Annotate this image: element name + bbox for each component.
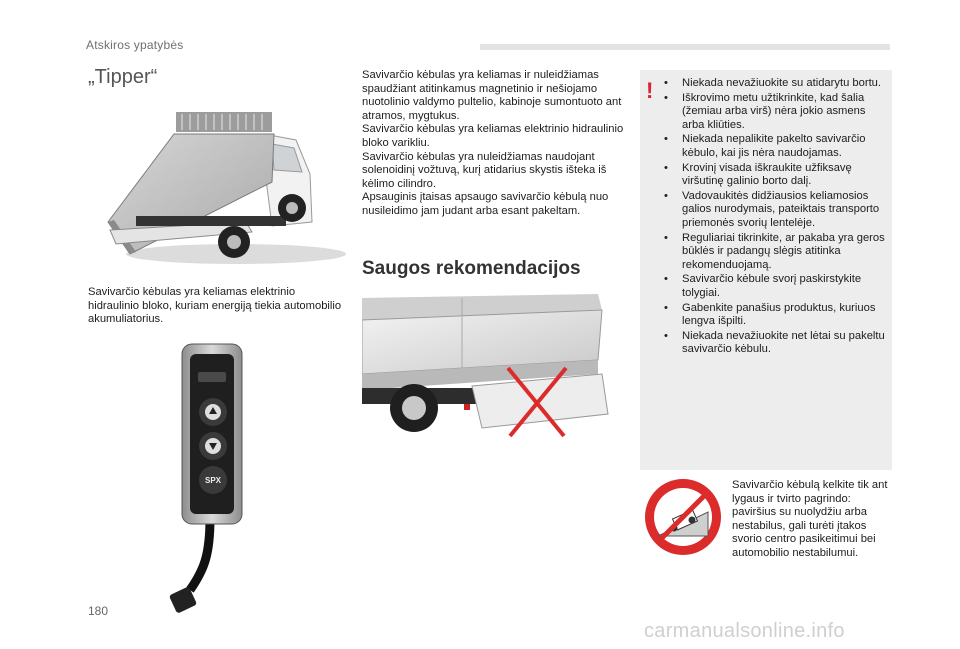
warning-icon: ! [646, 78, 654, 103]
watermark[interactable]: carmanualsonline.info [644, 620, 845, 642]
stability-note: Savivarčio kėbulą kelkite tik ant lygaus ir tvirto pagrindo: paviršius su nuolydžiu arba nestabilus, gali turėti įtakos svorio centro pasikeitimui bei automobilio nestabilumui. [732, 479, 888, 559]
description-paragraph: Savivarčio kėbulas yra keliamas ir nuleidžiamas spaudžiant atitinkamus magnetinio ir nešiojamo nuotolinio valdymo pultelio, kabinoje sumontuoto ant atramos, mygtukus. Savivarčio kėbulas yra keliamas elektrinio hidraulinio bloko varikliu. Savivarčio kėbulas yra nuleidžiamas naudojant solenoidinį vožtuvą, kurį atidarius skystis išteka iš kėlimo cilindro. Apsauginis įtaisas apsaugo savivarčio kėbulą nuo nusileidimo jam judant arba esant pakeltam. [362, 69, 624, 217]
warning-item: • Niekada nevažiuokite su atidarytu bortu. [650, 77, 888, 91]
warning-item: • Vadovaukitės didžiausios keliamosios galios nurodymais, pateiktais transporto priemonės svorių lentelėje. [650, 190, 888, 231]
open-gate-truck-illustration [362, 290, 624, 452]
page-number: 180 [88, 604, 109, 618]
warning-item: • Niekada nepalikite pakelto savivarčio kėbulo, kai jis nėra naudojamas. [650, 133, 888, 160]
remote-control-illustration [160, 340, 260, 615]
warning-item: • Niekada nevažiuokite net lėtai su pakeltu savivarčio kėbulu. [650, 330, 888, 357]
section-header: Atskiros ypatybės [86, 38, 184, 52]
warning-list [650, 77, 888, 358]
warning-item: • Krovinį visada iškraukite užfiksavę viršutinę galinio borto dalį. [650, 162, 888, 189]
safety-heading: Saugos rekomendacijos [362, 258, 581, 279]
page-title: „Tipper“ [88, 66, 158, 88]
warning-item: • Gabenkite panašius produktus, kuriuos lengva išpilti. [650, 302, 888, 329]
remote-spx-label: SPX [204, 476, 222, 485]
warning-item: • Iškrovimo metu užtikrinkite, kad šalia (žemiau arba virš) nėra jokio asmens arba kliūties. [650, 92, 888, 133]
no-slope-sign-icon [644, 478, 722, 556]
warning-item: • Reguliariai tikrinkite, ar pakaba yra geros būklės ir padangų slėgis atitinka rekomenduojamą. [650, 232, 888, 273]
tipper-truck-illustration [96, 104, 346, 274]
intro-paragraph: Savivarčio kėbulas yra keliamas elektrinio hidraulinio bloko, kuriam energiją tiekia automobilio akumuliatorius. [88, 286, 342, 326]
header-bar [480, 44, 890, 50]
warning-item: • Savivarčio kėbule svorį paskirstykite tolygiai. [650, 273, 888, 300]
